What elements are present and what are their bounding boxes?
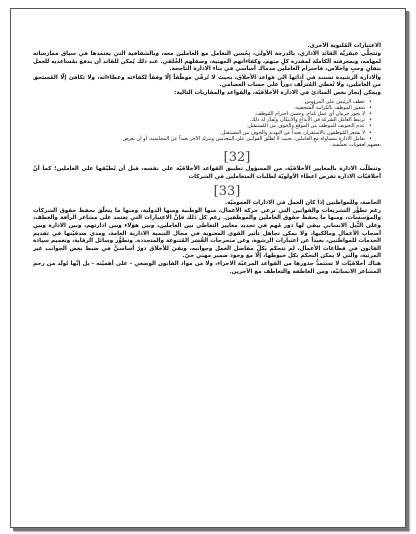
paragraph: وتتجلَّى عبقريَّة القائد الاداري، بالدرجة الأولى، بِحُسن التعامل مع العاملين معه، وبالشفافية التي يعتمدها في سياق ممارساته لمهامه، وبمعرفته الكاملة لمقدرة كلٍ منهم، وكفاءاتهم المهنية، وصقلهم الخُلقي. عند ذلك يُمكن للقائد أن يدفع بمُساعديه للعمل بتفانٍ وحبٍ واخلاص، فاحترام العاملين مدماك أساسي في بناء الادارة الناجحة. <box>33 51 381 73</box>
paragraph: هناك أخلاقيّات لا تستمدُّ جذورها من القواعد المرعيّة الاجراء، ولا من مواد القانون الوضعي - على أهميّته - بل إنَّها تُولَد من رحم المشاعر الانسانيّة، ومن العاطفة والتعاطف مع الآخرين. <box>33 261 381 276</box>
paragraph: رغم تطوُّر التشريعات والقوانين التي ترعى حركة الأعمال، منها الوطنية ومنها الدولية، ومنها ما يتعلّق بحفظ حقوق الشركات والمؤسسات، ومنها ما يحفظ حقوق العاملين والموظفين. رغم كل ذلك فإنَّ الاعتبارات التي تعتمد على مشاعر الرأفة والعطف، وعلى النُّبل الانساني بيقى لها دور مُهم في تحديد معايير التعاطي بين العاملين، وبين هؤلاء وبين ادارتهم، وبين الادارة وبين أصحاب الأعمال ومالكيها، ولا يمكن تجاهل تأثير القوى المعنوية في مجال التنمية الادارية العامة، ومدى صدقيّتها في تقديم الخدمات للمواطنين، بعيداً عن اعتبارات الرشوة، وعن منحرجات القُسَر المُتنوعة والمتجددة. وتطوُّر وسائل الرقابة، وتعميم سيادة القانون في قطاعات الأعمال، لم تتحكم بكلّ مفاصل العمل وجوانبه، وبقيَ للأخلاق دورٌ أساسيٌّ في ضبط بعض الجوانب غير المرئية، والتي لا يمكن التحكم بكل خيوطها، إلّا مع وجود ضمير مهني حيّ. <box>33 207 381 260</box>
principles-list <box>33 99 381 142</box>
list-item: • ترتبط العامل الشركة في الابداع والابتكار، ويُقدَّر له ذلك. <box>33 117 365 123</box>
list-item: • شعور الموظف بالكرامة الشخصية. <box>33 105 365 111</box>
list-item: • عدم التخويف للموظف من الموقع والخوف من المُستقبل. <box>33 123 365 129</box>
reference-marker: [33] <box>213 183 241 199</box>
document-page <box>10 8 406 528</box>
paragraph: وتتطلّب الادارة بالمعايير الأخلاقيّة، من المسؤول تطبيق القواعد الأخلاقيّة على نفسه، قبل أن يُطبّقها على العاملين؛ كما أنّ أخلاقيّات الادارة تفرض اعطاء الأولويّة لطلبات المتعاملين في الشركات <box>33 166 381 180</box>
page-body <box>33 43 381 277</box>
list-item: • لا يجوز حرمان أي عمل مُتاح، وحسن احترام المُوظف. <box>33 111 365 117</box>
list-item: • عطف الرئيس على المرؤوس. <box>33 99 365 105</box>
paragraph: ويمكن إيجاز بعض المبادئ في الادارة الأخلاقيّة، والقواعد والمقاربات التالية: <box>174 90 381 97</box>
list-item: • تعامل الادارة بمساواة مع العاملين، بحيث لا تُطبَّق القوانين على المعدمين وتترك الآخر بعيداً عن المحاسبة، أو أن تعرض <box>33 136 365 142</box>
list-item: • لا يشعر المُوظفون بالاستقرار، بعيداً عن التهديد والخوف من المستقبل. <box>33 130 365 136</box>
paragraph: الاعتبارات المُلتوية الأخرى. <box>307 43 381 49</box>
paragraph: والادارة الرشيدة تستند في أدائها الى قواعد الأخلاق، بحيث لا تُرقّي موظّفاً إلّا وفقاً لكفاءته وعطاءاته، ولا تكافئ إلّا المُستحق من العاملين، ولا تُعطي المُتزلّف دوراً على حساب العصامي. <box>33 74 381 89</box>
list-continuation: بعضهم لعقوبات تعسُّفية. <box>330 141 381 148</box>
paragraph: الخاصة، وللمواطنين إذا كان العمل في الادارات العموميّة. <box>224 199 381 206</box>
reference-marker: [32] <box>223 150 251 166</box>
